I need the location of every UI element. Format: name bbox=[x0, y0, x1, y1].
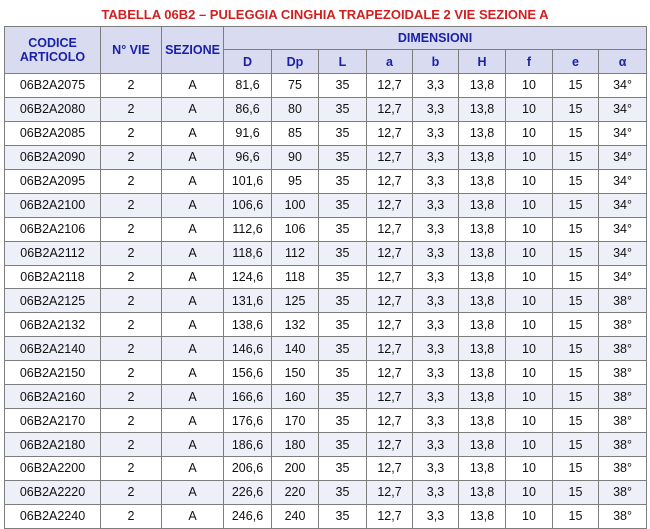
cell-b: 3,3 bbox=[413, 337, 459, 361]
cell-codice-articolo: 06B2A2118 bbox=[5, 265, 101, 289]
cell-e: 15 bbox=[553, 121, 599, 145]
cell-h: 13,8 bbox=[459, 241, 506, 265]
table-row bbox=[5, 433, 647, 457]
cell-h: 13,8 bbox=[459, 97, 506, 121]
cell-codice-articolo: 06B2A2200 bbox=[5, 457, 101, 481]
cell-alpha: 34° bbox=[599, 217, 647, 241]
cell-l: 35 bbox=[319, 433, 367, 457]
cell-n-vie: 2 bbox=[101, 193, 162, 217]
cell-d: 112,6 bbox=[224, 217, 272, 241]
cell-f: 10 bbox=[506, 74, 553, 98]
cell-sezione: A bbox=[162, 480, 224, 504]
cell-alpha: 38° bbox=[599, 504, 647, 528]
cell-b: 3,3 bbox=[413, 313, 459, 337]
cell-n-vie: 2 bbox=[101, 289, 162, 313]
header-f: f bbox=[506, 50, 553, 74]
cell-b: 3,3 bbox=[413, 97, 459, 121]
cell-h: 13,8 bbox=[459, 361, 506, 385]
cell-n-vie: 2 bbox=[101, 241, 162, 265]
cell-h: 13,8 bbox=[459, 121, 506, 145]
cell-e: 15 bbox=[553, 145, 599, 169]
cell-alpha: 34° bbox=[599, 265, 647, 289]
cell-b: 3,3 bbox=[413, 409, 459, 433]
cell-sezione: A bbox=[162, 504, 224, 528]
cell-b: 3,3 bbox=[413, 265, 459, 289]
cell-l: 35 bbox=[319, 241, 367, 265]
cell-d: 124,6 bbox=[224, 265, 272, 289]
cell-n-vie: 2 bbox=[101, 457, 162, 481]
cell-dp: 80 bbox=[272, 97, 319, 121]
cell-d: 86,6 bbox=[224, 97, 272, 121]
cell-d: 138,6 bbox=[224, 313, 272, 337]
cell-a: 12,7 bbox=[367, 169, 413, 193]
cell-b: 3,3 bbox=[413, 433, 459, 457]
cell-b: 3,3 bbox=[413, 193, 459, 217]
cell-f: 10 bbox=[506, 145, 553, 169]
table-row bbox=[5, 457, 647, 481]
cell-b: 3,3 bbox=[413, 289, 459, 313]
cell-alpha: 38° bbox=[599, 313, 647, 337]
cell-alpha: 34° bbox=[599, 121, 647, 145]
cell-l: 35 bbox=[319, 480, 367, 504]
cell-dp: 95 bbox=[272, 169, 319, 193]
cell-h: 13,8 bbox=[459, 217, 506, 241]
cell-e: 15 bbox=[553, 193, 599, 217]
cell-b: 3,3 bbox=[413, 361, 459, 385]
header-a: a bbox=[367, 50, 413, 74]
cell-f: 10 bbox=[506, 169, 553, 193]
cell-f: 10 bbox=[506, 385, 553, 409]
cell-alpha: 38° bbox=[599, 480, 647, 504]
cell-a: 12,7 bbox=[367, 265, 413, 289]
cell-a: 12,7 bbox=[367, 385, 413, 409]
cell-e: 15 bbox=[553, 457, 599, 481]
cell-b: 3,3 bbox=[413, 457, 459, 481]
header-sezione: SEZIONE bbox=[162, 27, 224, 74]
cell-b: 3,3 bbox=[413, 504, 459, 528]
cell-alpha: 34° bbox=[599, 241, 647, 265]
cell-d: 206,6 bbox=[224, 457, 272, 481]
cell-sezione: A bbox=[162, 74, 224, 98]
table-row bbox=[5, 193, 647, 217]
cell-sezione: A bbox=[162, 265, 224, 289]
cell-sezione: A bbox=[162, 97, 224, 121]
cell-dp: 100 bbox=[272, 193, 319, 217]
cell-f: 10 bbox=[506, 289, 553, 313]
cell-alpha: 38° bbox=[599, 289, 647, 313]
header-b: b bbox=[413, 50, 459, 74]
cell-e: 15 bbox=[553, 504, 599, 528]
cell-a: 12,7 bbox=[367, 337, 413, 361]
cell-a: 12,7 bbox=[367, 121, 413, 145]
cell-a: 12,7 bbox=[367, 409, 413, 433]
pulley-table bbox=[4, 26, 647, 529]
cell-h: 13,8 bbox=[459, 385, 506, 409]
cell-l: 35 bbox=[319, 337, 367, 361]
cell-sezione: A bbox=[162, 433, 224, 457]
cell-a: 12,7 bbox=[367, 480, 413, 504]
pulley-table-container bbox=[4, 4, 646, 529]
cell-e: 15 bbox=[553, 480, 599, 504]
cell-l: 35 bbox=[319, 193, 367, 217]
cell-h: 13,8 bbox=[459, 480, 506, 504]
header-codice-articolo: CODICE ARTICOLO bbox=[5, 27, 101, 74]
cell-f: 10 bbox=[506, 313, 553, 337]
cell-h: 13,8 bbox=[459, 337, 506, 361]
cell-d: 176,6 bbox=[224, 409, 272, 433]
cell-h: 13,8 bbox=[459, 145, 506, 169]
cell-codice-articolo: 06B2A2090 bbox=[5, 145, 101, 169]
cell-e: 15 bbox=[553, 385, 599, 409]
cell-sezione: A bbox=[162, 193, 224, 217]
cell-d: 156,6 bbox=[224, 361, 272, 385]
cell-h: 13,8 bbox=[459, 265, 506, 289]
cell-l: 35 bbox=[319, 313, 367, 337]
cell-d: 81,6 bbox=[224, 74, 272, 98]
cell-n-vie: 2 bbox=[101, 361, 162, 385]
cell-f: 10 bbox=[506, 97, 553, 121]
cell-n-vie: 2 bbox=[101, 433, 162, 457]
cell-alpha: 34° bbox=[599, 193, 647, 217]
cell-e: 15 bbox=[553, 433, 599, 457]
table-body bbox=[5, 74, 647, 529]
cell-sezione: A bbox=[162, 457, 224, 481]
cell-dp: 125 bbox=[272, 289, 319, 313]
cell-f: 10 bbox=[506, 457, 553, 481]
cell-codice-articolo: 06B2A2180 bbox=[5, 433, 101, 457]
header-alpha: α bbox=[599, 50, 647, 74]
cell-b: 3,3 bbox=[413, 169, 459, 193]
cell-d: 118,6 bbox=[224, 241, 272, 265]
cell-d: 131,6 bbox=[224, 289, 272, 313]
cell-d: 246,6 bbox=[224, 504, 272, 528]
cell-l: 35 bbox=[319, 385, 367, 409]
cell-n-vie: 2 bbox=[101, 121, 162, 145]
cell-a: 12,7 bbox=[367, 289, 413, 313]
cell-e: 15 bbox=[553, 337, 599, 361]
cell-alpha: 38° bbox=[599, 361, 647, 385]
cell-e: 15 bbox=[553, 409, 599, 433]
table-row bbox=[5, 504, 647, 528]
cell-b: 3,3 bbox=[413, 385, 459, 409]
cell-l: 35 bbox=[319, 289, 367, 313]
cell-f: 10 bbox=[506, 409, 553, 433]
cell-b: 3,3 bbox=[413, 480, 459, 504]
table-row bbox=[5, 217, 647, 241]
cell-dp: 160 bbox=[272, 385, 319, 409]
table-row bbox=[5, 337, 647, 361]
cell-e: 15 bbox=[553, 289, 599, 313]
cell-h: 13,8 bbox=[459, 457, 506, 481]
cell-l: 35 bbox=[319, 169, 367, 193]
cell-e: 15 bbox=[553, 265, 599, 289]
cell-h: 13,8 bbox=[459, 433, 506, 457]
cell-l: 35 bbox=[319, 217, 367, 241]
table-row bbox=[5, 480, 647, 504]
cell-d: 106,6 bbox=[224, 193, 272, 217]
cell-l: 35 bbox=[319, 265, 367, 289]
table-header bbox=[5, 27, 647, 74]
cell-codice-articolo: 06B2A2140 bbox=[5, 337, 101, 361]
cell-h: 13,8 bbox=[459, 504, 506, 528]
table-row bbox=[5, 145, 647, 169]
cell-dp: 140 bbox=[272, 337, 319, 361]
cell-f: 10 bbox=[506, 241, 553, 265]
cell-codice-articolo: 06B2A2106 bbox=[5, 217, 101, 241]
cell-codice-articolo: 06B2A2080 bbox=[5, 97, 101, 121]
table-row bbox=[5, 97, 647, 121]
cell-dp: 118 bbox=[272, 265, 319, 289]
cell-alpha: 38° bbox=[599, 337, 647, 361]
cell-b: 3,3 bbox=[413, 241, 459, 265]
cell-codice-articolo: 06B2A2170 bbox=[5, 409, 101, 433]
cell-dp: 150 bbox=[272, 361, 319, 385]
cell-n-vie: 2 bbox=[101, 385, 162, 409]
cell-sezione: A bbox=[162, 241, 224, 265]
header-l: L bbox=[319, 50, 367, 74]
cell-f: 10 bbox=[506, 217, 553, 241]
cell-alpha: 38° bbox=[599, 433, 647, 457]
cell-a: 12,7 bbox=[367, 217, 413, 241]
cell-a: 12,7 bbox=[367, 145, 413, 169]
cell-dp: 180 bbox=[272, 433, 319, 457]
cell-d: 166,6 bbox=[224, 385, 272, 409]
cell-codice-articolo: 06B2A2160 bbox=[5, 385, 101, 409]
cell-f: 10 bbox=[506, 433, 553, 457]
cell-b: 3,3 bbox=[413, 121, 459, 145]
table-row bbox=[5, 361, 647, 385]
cell-dp: 106 bbox=[272, 217, 319, 241]
cell-h: 13,8 bbox=[459, 409, 506, 433]
cell-a: 12,7 bbox=[367, 241, 413, 265]
cell-f: 10 bbox=[506, 265, 553, 289]
cell-f: 10 bbox=[506, 480, 553, 504]
cell-n-vie: 2 bbox=[101, 169, 162, 193]
cell-l: 35 bbox=[319, 74, 367, 98]
cell-codice-articolo: 06B2A2095 bbox=[5, 169, 101, 193]
cell-d: 146,6 bbox=[224, 337, 272, 361]
header-h: H bbox=[459, 50, 506, 74]
cell-n-vie: 2 bbox=[101, 217, 162, 241]
table-row bbox=[5, 121, 647, 145]
cell-sezione: A bbox=[162, 121, 224, 145]
cell-codice-articolo: 06B2A2220 bbox=[5, 480, 101, 504]
cell-f: 10 bbox=[506, 361, 553, 385]
header-dimensioni: DIMENSIONI bbox=[224, 27, 647, 50]
cell-e: 15 bbox=[553, 169, 599, 193]
cell-alpha: 34° bbox=[599, 97, 647, 121]
cell-l: 35 bbox=[319, 145, 367, 169]
cell-n-vie: 2 bbox=[101, 480, 162, 504]
cell-h: 13,8 bbox=[459, 74, 506, 98]
cell-d: 96,6 bbox=[224, 145, 272, 169]
cell-d: 101,6 bbox=[224, 169, 272, 193]
header-e: e bbox=[553, 50, 599, 74]
cell-codice-articolo: 06B2A2085 bbox=[5, 121, 101, 145]
cell-n-vie: 2 bbox=[101, 313, 162, 337]
cell-a: 12,7 bbox=[367, 504, 413, 528]
cell-dp: 200 bbox=[272, 457, 319, 481]
cell-alpha: 38° bbox=[599, 385, 647, 409]
cell-d: 186,6 bbox=[224, 433, 272, 457]
cell-f: 10 bbox=[506, 193, 553, 217]
table-row bbox=[5, 289, 647, 313]
cell-sezione: A bbox=[162, 385, 224, 409]
cell-a: 12,7 bbox=[367, 74, 413, 98]
header-d: D bbox=[224, 50, 272, 74]
table-row bbox=[5, 409, 647, 433]
cell-a: 12,7 bbox=[367, 193, 413, 217]
cell-alpha: 34° bbox=[599, 145, 647, 169]
table-row bbox=[5, 385, 647, 409]
cell-e: 15 bbox=[553, 241, 599, 265]
cell-a: 12,7 bbox=[367, 433, 413, 457]
cell-codice-articolo: 06B2A2132 bbox=[5, 313, 101, 337]
cell-n-vie: 2 bbox=[101, 337, 162, 361]
cell-sezione: A bbox=[162, 217, 224, 241]
cell-dp: 112 bbox=[272, 241, 319, 265]
cell-f: 10 bbox=[506, 121, 553, 145]
cell-a: 12,7 bbox=[367, 97, 413, 121]
cell-a: 12,7 bbox=[367, 361, 413, 385]
cell-l: 35 bbox=[319, 97, 367, 121]
cell-e: 15 bbox=[553, 217, 599, 241]
cell-d: 91,6 bbox=[224, 121, 272, 145]
cell-dp: 90 bbox=[272, 145, 319, 169]
cell-codice-articolo: 06B2A2100 bbox=[5, 193, 101, 217]
cell-dp: 85 bbox=[272, 121, 319, 145]
cell-l: 35 bbox=[319, 457, 367, 481]
cell-e: 15 bbox=[553, 74, 599, 98]
cell-f: 10 bbox=[506, 504, 553, 528]
table-title: TABELLA 06B2 – PULEGGIA CINGHIA TRAPEZOIDALE 2 VIE SEZIONE A bbox=[101, 7, 549, 22]
cell-dp: 132 bbox=[272, 313, 319, 337]
cell-b: 3,3 bbox=[413, 217, 459, 241]
cell-n-vie: 2 bbox=[101, 265, 162, 289]
table-row bbox=[5, 169, 647, 193]
cell-sezione: A bbox=[162, 145, 224, 169]
cell-l: 35 bbox=[319, 121, 367, 145]
cell-e: 15 bbox=[553, 313, 599, 337]
cell-n-vie: 2 bbox=[101, 145, 162, 169]
header-dp: Dp bbox=[272, 50, 319, 74]
cell-dp: 75 bbox=[272, 74, 319, 98]
header-n-vie: N° VIE bbox=[101, 27, 162, 74]
cell-l: 35 bbox=[319, 504, 367, 528]
cell-h: 13,8 bbox=[459, 169, 506, 193]
cell-sezione: A bbox=[162, 361, 224, 385]
cell-l: 35 bbox=[319, 409, 367, 433]
cell-l: 35 bbox=[319, 361, 367, 385]
cell-codice-articolo: 06B2A2150 bbox=[5, 361, 101, 385]
table-row bbox=[5, 74, 647, 98]
cell-alpha: 34° bbox=[599, 169, 647, 193]
cell-alpha: 34° bbox=[599, 74, 647, 98]
cell-alpha: 38° bbox=[599, 457, 647, 481]
cell-b: 3,3 bbox=[413, 145, 459, 169]
table-row bbox=[5, 313, 647, 337]
cell-f: 10 bbox=[506, 337, 553, 361]
cell-sezione: A bbox=[162, 337, 224, 361]
table-row bbox=[5, 265, 647, 289]
cell-dp: 240 bbox=[272, 504, 319, 528]
cell-d: 226,6 bbox=[224, 480, 272, 504]
cell-h: 13,8 bbox=[459, 193, 506, 217]
cell-e: 15 bbox=[553, 97, 599, 121]
cell-n-vie: 2 bbox=[101, 74, 162, 98]
cell-codice-articolo: 06B2A2112 bbox=[5, 241, 101, 265]
cell-a: 12,7 bbox=[367, 457, 413, 481]
cell-sezione: A bbox=[162, 169, 224, 193]
cell-h: 13,8 bbox=[459, 313, 506, 337]
cell-h: 13,8 bbox=[459, 289, 506, 313]
cell-e: 15 bbox=[553, 361, 599, 385]
cell-alpha: 38° bbox=[599, 409, 647, 433]
table-row bbox=[5, 241, 647, 265]
cell-codice-articolo: 06B2A2125 bbox=[5, 289, 101, 313]
cell-codice-articolo: 06B2A2075 bbox=[5, 74, 101, 98]
cell-sezione: A bbox=[162, 409, 224, 433]
cell-n-vie: 2 bbox=[101, 409, 162, 433]
cell-codice-articolo: 06B2A2240 bbox=[5, 504, 101, 528]
cell-dp: 170 bbox=[272, 409, 319, 433]
cell-n-vie: 2 bbox=[101, 504, 162, 528]
cell-n-vie: 2 bbox=[101, 97, 162, 121]
cell-b: 3,3 bbox=[413, 74, 459, 98]
cell-sezione: A bbox=[162, 313, 224, 337]
cell-a: 12,7 bbox=[367, 313, 413, 337]
cell-sezione: A bbox=[162, 289, 224, 313]
cell-dp: 220 bbox=[272, 480, 319, 504]
